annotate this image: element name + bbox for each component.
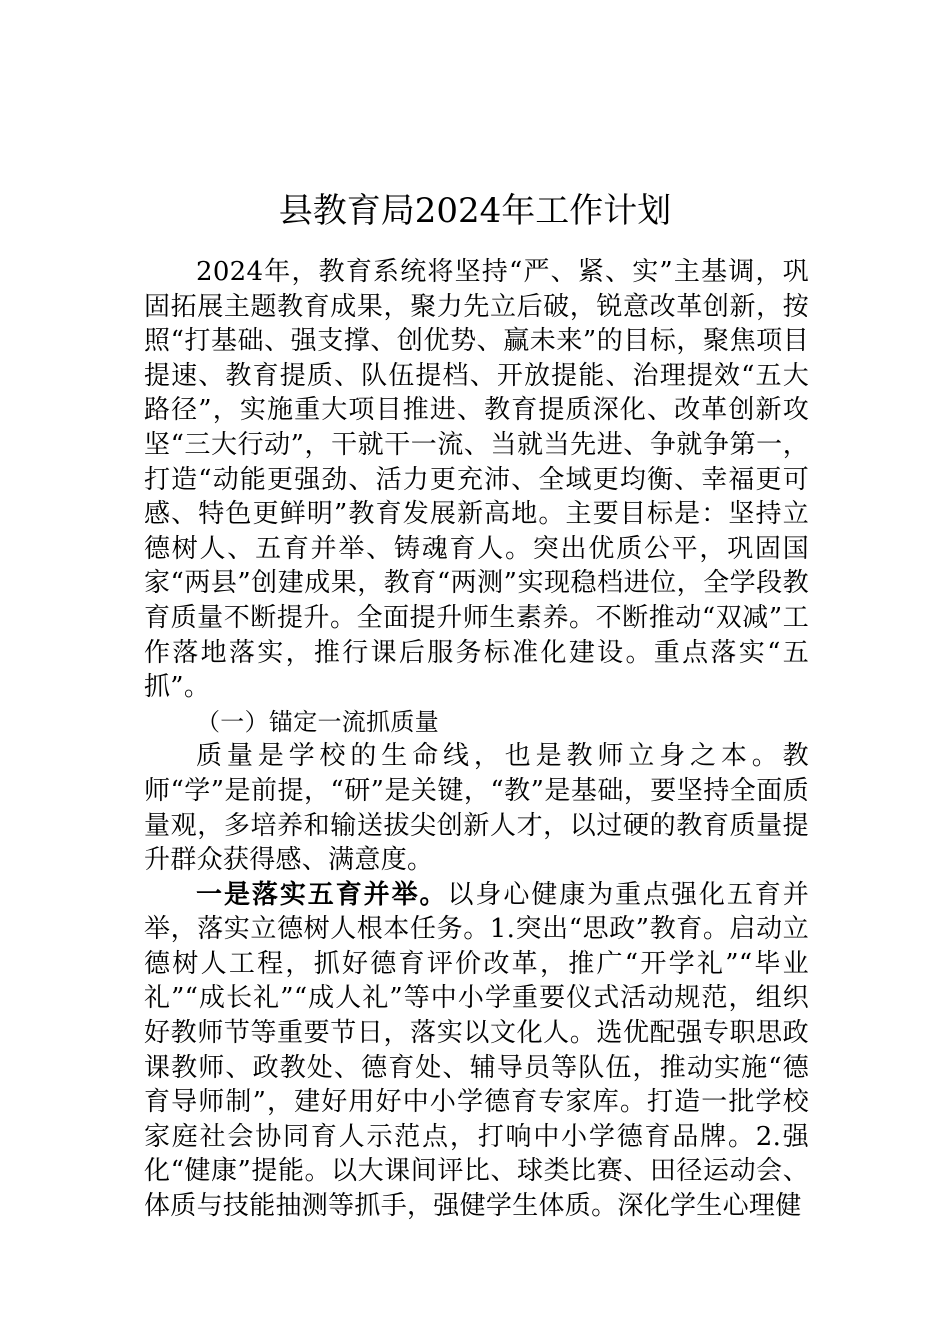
document-title: 县教育局2024年工作计划 [278, 190, 672, 231]
section-heading: （一）锚定一流抓质量 [196, 707, 439, 736]
point-one-text: 以身心健康为重点强化五育并举，落实立德树人根本任务。1.突出“思政”教育。启动立德树人工程，抓好德育评价改革，推广“开学礼”“毕业礼”“成长礼”“成人礼”等中小学重要仪式活动规范，组织好教师节等重要节日，落实以文化人。选优配强专职思政课教师、政教处、德育处、辅导员等队伍，推动实施“德育导师制”，建好用好中小学德育专家库。打造一批学校家庭社会协同育人示范点，打响中小学德育品牌。2.强化“健康”提能。以大课间评比、球类比赛、田径运动会、体质与技能抽测等抓手，强健学生体质。深化学生心理健 [144, 879, 810, 1222]
point-one-paragraph [144, 878, 809, 1224]
intro-paragraph: 2024年，教育系统将坚持“严、紧、实”主基调，巩固拓展主题教育成果，聚力先立后破，锐意改革创新，按照“打基础、强支撑、创优势、赢未来”的目标，聚焦项目提速、教育提质、队伍提档、开放提能、治理提效“五大路径”，实施重大项目推进、教育提质深化、改革创新攻坚“三大行动”，干就干一流、当就当先进、争就争第一，打造“动能更强劲、活力更充沛、全域更均衡、幸福更可感、特色更鲜明”教育发展新高地。主要目标是：坚持立德树人、五育并举、铸魂育人。突出优质公平，巩固国家“两县”创建成果，教育“两测”实现稳档进位，全学段教育质量不断提升。全面提升师生素养。不断推动“双减”工作落地落实，推行课后服务标准化建设。重点落实“五抓”。 [144, 257, 809, 703]
point-one-lead: 一是落实五育并举。 [196, 879, 448, 910]
quality-paragraph: 质量是学校的生命线，也是教师立身之本。教师“学”是前提，“研”是关键，“教”是基础，要坚持全面质量观，多培养和输送拔尖创新人才，以过硬的教育质量提升群众获得感、满意度。 [144, 741, 809, 876]
document-body [144, 255, 809, 1224]
